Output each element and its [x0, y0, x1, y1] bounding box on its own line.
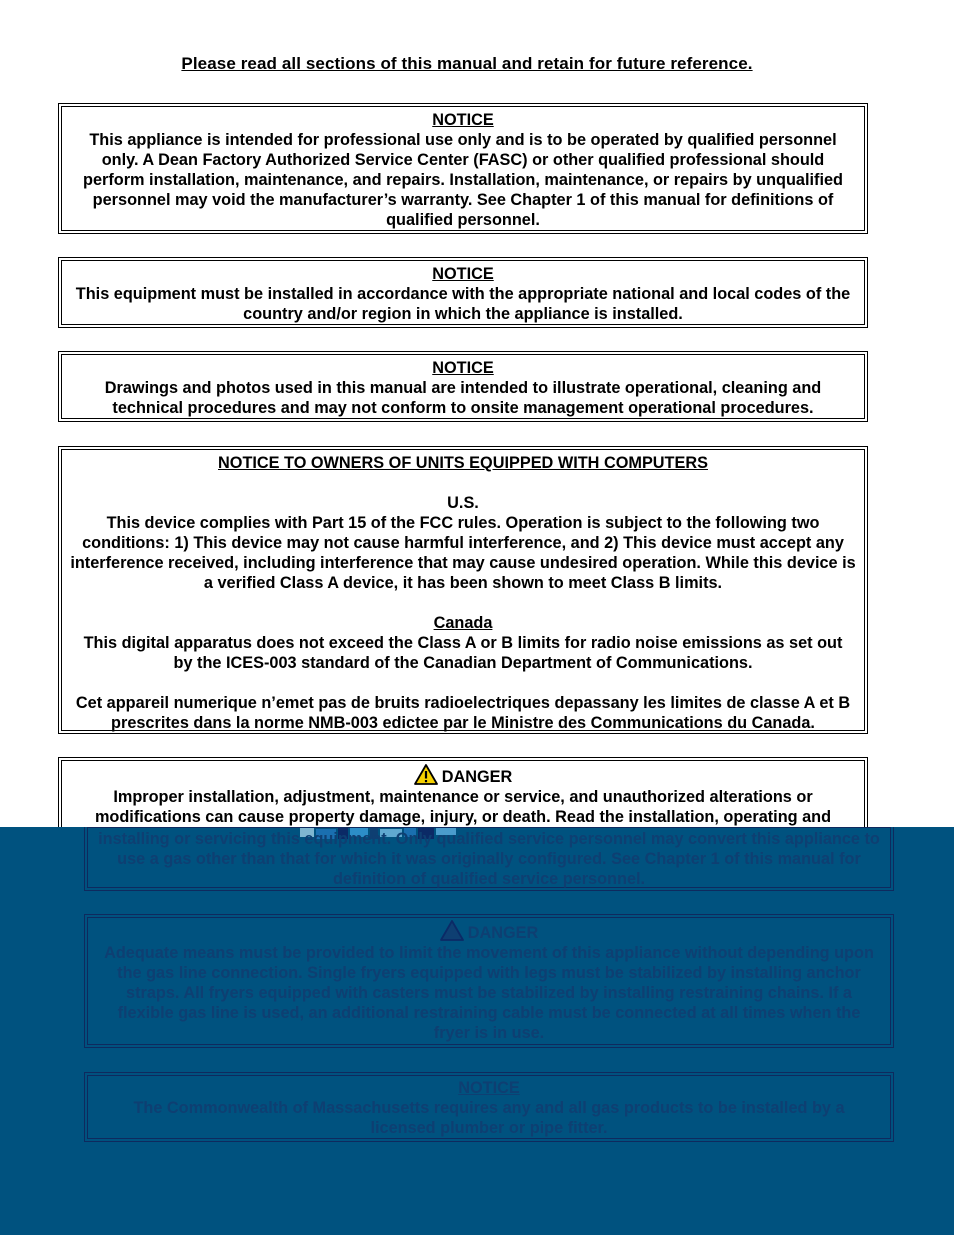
notice-body: This appliance is intended for professional use only and is to be operated by qualified personnel only. A Dean Factory Authorized Service Center (FASC) or other qualified professional should perform installation, maintenance, and repairs. Installation, maintenance, or repairs by unqualified personnel may void the manufacturer’s warranty. See Chapter 1 of this manual for definitions of qualified personnel.: [83, 131, 843, 229]
danger-installation-continued: [87, 827, 891, 888]
rendering-artifact-overlay: [0, 827, 954, 1235]
notice-heading: NOTICE TO OWNERS OF UNITS EQUIPPED WITH COMPUTERS: [218, 454, 708, 472]
warning-triangle-icon: [440, 920, 464, 941]
canada-body: This digital apparatus does not exceed the Class A or B limits for radio noise emissions as set out by the ICES-003 standard of the Canadian Department of Communications.: [83, 634, 843, 672]
us-heading: U.S.: [447, 494, 479, 512]
notice-drawings: [61, 354, 865, 419]
danger-body: Adequate means must be provided to limit the movement of this appliance without depending upon the gas line connection. Single fryers equipped with legs must be stabilized by installing anchor straps. All fryers equipped with casters must be stabilized by installing restraining chains. If a flexible gas line is used, an additional restraining cable must be connected at all times when the fryer is in use.: [104, 944, 874, 1042]
warning-triangle-icon: [414, 764, 438, 785]
notice-body: Drawings and photos used in this manual are intended to illustrate operational, cleaning and technical procedures and may not conform to onsite management operational procedures.: [104, 379, 822, 417]
danger-heading-row: [90, 920, 888, 943]
notice-codes: [61, 260, 865, 325]
notice-heading: NOTICE: [432, 265, 494, 283]
notice-heading: NOTICE: [458, 1079, 520, 1097]
notice-heading: NOTICE: [432, 359, 494, 377]
canada-heading: Canada: [433, 614, 493, 632]
french-body: Cet appareil numerique n’emet pas de bruits radioelectriques depassany les limites de classe A et B prescrites dans la norme NMB-003 edictee par le Ministre des Communications du Canada.: [75, 694, 851, 732]
notice-computers: [61, 449, 865, 731]
danger-heading: DANGER: [441, 768, 513, 786]
notice-professional-use: [61, 106, 865, 231]
danger-heading: DANGER: [467, 924, 539, 942]
us-body: This device complies with Part 15 of the FCC rules. Operation is subject to the following two conditions: 1) This device may not cause harmful interference, and 2) This device must accept any interference received, including interference that may cause undesired operation. While this device is a verified Class A device, it has been shown to meet Class B limits.: [70, 514, 856, 592]
danger-movement: [87, 917, 891, 1045]
danger-heading-row: [64, 764, 862, 787]
notice-body: This equipment must be installed in accordance with the appropriate national and local codes of the country and/or region in which the appliance is installed.: [75, 285, 851, 323]
notice-heading: NOTICE: [432, 111, 494, 129]
page-title: Please read all sections of this manual and retain for future reference.: [181, 54, 753, 73]
danger-body: Improper installation, adjustment, maintenance or service, and unauthorized alterations or modifications can cause property damage, injury, or death. Read the installation, operating and: [94, 788, 832, 826]
notice-massachusetts: [87, 1075, 891, 1139]
danger-body-continued: installing or servicing this equipment. Only qualified service personnel may convert this appliance to use a gas other than that for which it was originally configured. See Chapter 1 of this manual for definition of qualified service personnel.: [98, 830, 880, 888]
notice-body: The Commonwealth of Massachusetts requires any and all gas products to be installed by a licensed plumber or pipe fitter.: [133, 1099, 845, 1137]
